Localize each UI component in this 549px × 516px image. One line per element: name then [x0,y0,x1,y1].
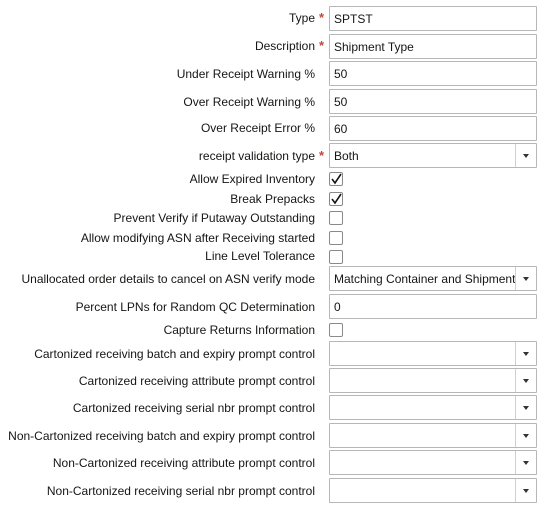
chevron-down-icon[interactable] [515,267,536,290]
required-marker: * [319,148,325,163]
chevron-down-icon[interactable] [515,479,536,502]
required-marker: * [319,10,325,25]
allow-expired-inventory-label: Allow Expired Inventory [189,172,315,186]
break-prepacks-label: Break Prepacks [230,192,315,206]
chevron-down-icon[interactable] [515,424,536,447]
prevent-verify-label: Prevent Verify if Putaway Outstanding [113,211,315,225]
noncartonized-serial-label: Non-Cartonized receiving serial nbr prompt control [46,484,315,498]
allow-modifying-asn-label: Allow modifying ASN after Receiving started [80,231,315,245]
chevron-down-icon[interactable] [515,451,536,474]
chevron-down-icon[interactable] [515,369,536,392]
capture-returns-label: Capture Returns Information [163,323,315,337]
over-receipt-warning-input[interactable]: 50 [329,89,537,114]
under-receipt-warning-label: Under Receipt Warning % [176,67,315,81]
required-marker: * [319,38,325,53]
noncartonized-attribute-label: Non-Cartonized receiving attribute prompt control [52,456,315,470]
chevron-down-icon[interactable] [515,342,536,365]
cartonized-serial-label: Cartonized receiving serial nbr prompt control [72,401,315,415]
type-input[interactable]: SPTST [329,6,537,31]
unallocated-order-details-label: Unallocated order details to cancel on ASN verify mode [21,272,315,286]
chevron-down-icon[interactable] [515,396,536,419]
break-prepacks-checkbox[interactable] [329,192,343,206]
line-level-tolerance-label: Line Level Tolerance [205,249,315,263]
checkmark-icon [331,193,342,205]
allow-expired-inventory-checkbox[interactable] [329,172,343,186]
receipt-validation-type-label: receipt validation type [198,149,315,163]
prevent-verify-checkbox[interactable] [329,211,343,225]
cartonized-serial-select[interactable] [329,395,537,420]
unallocated-order-details-select[interactable]: Matching Container and Shipment [329,266,537,291]
checkmark-icon [331,173,342,185]
capture-returns-checkbox[interactable] [329,323,343,337]
over-receipt-error-label: Over Receipt Error % [200,121,315,135]
under-receipt-warning-input[interactable]: 50 [329,61,537,86]
over-receipt-error-input[interactable]: 60 [329,116,537,141]
percent-lpns-label: Percent LPNs for Random QC Determination [75,300,315,314]
cartonized-attribute-select[interactable] [329,368,537,393]
cartonized-batch-expiry-label: Cartonized receiving batch and expiry prompt control [34,347,315,361]
over-receipt-warning-label: Over Receipt Warning % [183,95,315,109]
description-input[interactable]: Shipment Type [329,34,537,59]
cartonized-attribute-label: Cartonized receiving attribute prompt control [78,374,315,388]
description-label: Description [254,39,315,53]
receipt-validation-type-select[interactable]: Both [329,143,537,168]
chevron-down-icon[interactable] [515,144,536,167]
type-label: Type [288,11,315,25]
allow-modifying-asn-checkbox[interactable] [329,231,343,245]
noncartonized-attribute-select[interactable] [329,450,537,475]
cartonized-batch-expiry-select[interactable] [329,341,537,366]
percent-lpns-input[interactable]: 0 [329,294,537,319]
line-level-tolerance-checkbox[interactable] [329,250,343,264]
noncartonized-serial-select[interactable] [329,478,537,503]
noncartonized-batch-expiry-select[interactable] [329,423,537,448]
noncartonized-batch-expiry-label: Non-Cartonized receiving batch and expiry prompt control [8,429,315,443]
